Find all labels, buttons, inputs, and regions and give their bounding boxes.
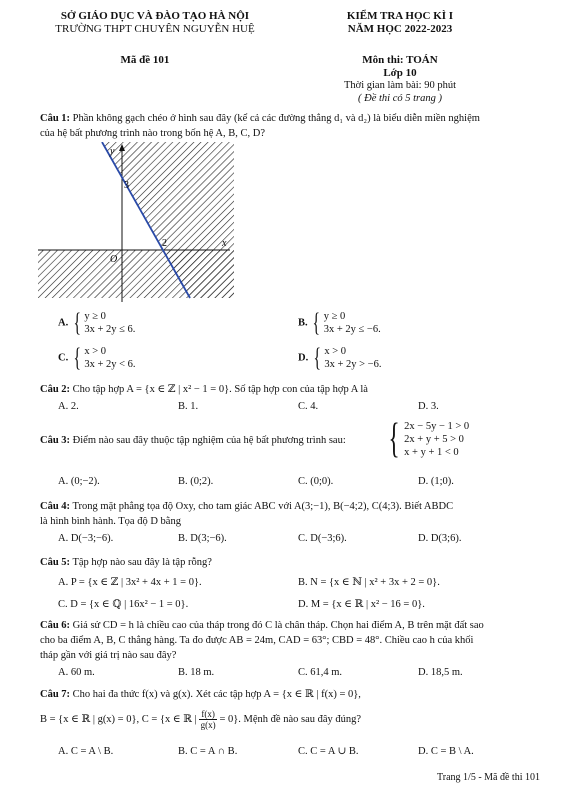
- q5-option-d[interactable]: D. M = {x ∈ ℝ | x² − 16 = 0}.: [298, 599, 425, 610]
- q3-row3: x + y + 1 < 0: [404, 446, 459, 458]
- q1-text-line1: Phần không gạch chéo ở hình sau đây (kể cả các đường thẳng d₁ và d₂) là biểu diễn miền nghiệm: [72, 113, 480, 124]
- q4-text: [40, 500, 545, 514]
- q7-question-line1: Cho hai đa thức f(x) và g(x). Xét các tập hợp A = {x ∈ ℝ | f(x) = 0},: [72, 689, 361, 700]
- q1-d-row1: x > 0: [324, 346, 346, 357]
- school-name: TRƯỜNG THPT CHUYÊN NGUYỄN HUỆ: [55, 23, 255, 35]
- q1-c-row2: 3x + 2y < 6: [84, 359, 133, 370]
- exam-time: Thời gian làm bài: 90 phút: [344, 80, 456, 91]
- q4-option-d[interactable]: D. D(3;6).: [418, 533, 462, 544]
- q7-text-part2: = 0}. Mệnh đề nào sau đây đúng?: [219, 713, 362, 725]
- exam-subject: Môn thi: TOÁN: [362, 54, 438, 66]
- q7-fraction: [199, 709, 217, 730]
- exam-title: KIỂM TRA HỌC KÌ I: [346, 10, 454, 22]
- q1-b-row2: 3x + 2y ≤ −6: [323, 324, 379, 335]
- q6-text: [40, 619, 545, 633]
- q7-option-a[interactable]: A. C = A \ B.: [58, 746, 114, 757]
- q3-option-c[interactable]: C. (0;0).: [298, 476, 334, 487]
- q2-question: Cho tập hợp A = {x ∈ ℤ | x² − 1 = 0}. Số tập hợp con của tập hợp A là: [72, 384, 368, 395]
- q7-question-line2: [40, 709, 545, 730]
- q3-option-b[interactable]: B. (0;2).: [178, 476, 214, 487]
- q4-label: Câu 4:: [40, 501, 71, 512]
- dept-name: SỞ GIÁO DỤC VÀ ĐÀO TẠO HÀ NỘI: [60, 10, 250, 22]
- q1-option-b[interactable]: B. { y ≥ 0 3x + 2y ≤ −6.: [298, 308, 381, 337]
- q2-option-a[interactable]: A. 2.: [58, 401, 79, 412]
- q4-question-line1: Trong mặt phẳng tọa độ Oxy, cho tam giác ABC với A(3;−1), B(−4;2), C(4;3). Biết ABDC: [72, 501, 454, 512]
- q3-option-a[interactable]: A. (0;−2).: [58, 476, 100, 487]
- q6-option-a[interactable]: A. 60 m.: [58, 667, 95, 678]
- q1-text: [40, 112, 545, 126]
- q1-a-row2: 3x + 2y ≤ 6: [84, 324, 133, 335]
- q4-option-a[interactable]: A. D(−3;−6).: [58, 533, 114, 544]
- q3-system: { 2x − 5y − 1 > 0 2x + y + 5 > 0 x + y + 1 < 0: [388, 416, 470, 462]
- q7-option-c[interactable]: C. C = A ∪ B.: [298, 746, 359, 757]
- q3-option-d[interactable]: D. (1;0).: [418, 476, 454, 487]
- q2-option-b[interactable]: B. 1.: [178, 401, 199, 412]
- q7-text-part1: B = {x ∈ ℝ | g(x) = 0}, C = {x ∈ ℝ |: [40, 713, 197, 725]
- q1-origin-label: O: [110, 254, 118, 265]
- q6-question-line1: Giả sử CD = h là chiều cao của tháp trong đó C là chân tháp. Chọn hai điểm A, B trên mặt đất sao: [72, 620, 484, 631]
- q2-text: [40, 383, 545, 397]
- exam-grade: Lớp 10: [383, 67, 417, 79]
- q5-text: [40, 556, 545, 570]
- exam-code: Mã đề 101: [120, 54, 170, 66]
- q1-c-row1: x > 0: [84, 346, 106, 357]
- q1-label: Câu 1:: [40, 113, 71, 124]
- q6-question-line3: tháp gần với giá trị nào sau đây?: [40, 650, 177, 661]
- q6-question-line2: cho ba điểm A, B, C thẳng hàng. Ta đo được AB = 24m, CAD = 63°; CBD = 48°. Chiều cao h của khối: [40, 635, 474, 646]
- q5-option-a[interactable]: A. P = {x ∈ ℤ | 3x² + 4x + 1 = 0}.: [58, 577, 202, 588]
- q5-question: Tập hợp nào sau đây là tập rỗng?: [72, 557, 212, 568]
- exam-pages: ( Đề thi có 5 trang ): [358, 93, 442, 104]
- q4-option-b[interactable]: B. D(3;−6).: [178, 533, 227, 544]
- q1-tick-2: 2: [162, 238, 167, 249]
- q4-question-line2: là hình bình hành. Tọa độ D bằng: [40, 516, 181, 527]
- q6-option-b[interactable]: B. 18 m.: [178, 667, 215, 678]
- q1-tick-3: 3: [124, 180, 129, 191]
- q7-option-b[interactable]: B. C = A ∩ B.: [178, 746, 238, 757]
- page-footer: Trang 1/5 - Mã đề thi 101: [437, 772, 540, 783]
- q1-option-d-label: D.: [298, 352, 309, 364]
- q7-text: [40, 688, 545, 702]
- q5-label: Câu 5:: [40, 557, 71, 568]
- q1-a-row1: y ≥ 0: [84, 311, 106, 322]
- q1-option-b-label: B.: [298, 317, 308, 329]
- q3-text: [40, 434, 545, 448]
- q6-option-c[interactable]: C. 61,4 m.: [298, 667, 343, 678]
- q1-text-line2: của hệ bất phương trình nào trong bốn hệ A, B, C, D?: [40, 128, 265, 139]
- q6-option-d[interactable]: D. 18,5 m.: [418, 667, 463, 678]
- q3-row1: 2x − 5y − 1 > 0: [404, 420, 470, 432]
- q3-question: Điểm nào sau đây thuộc tập nghiệm của hệ bất phương trình sau:: [72, 435, 346, 446]
- q1-x-label: x: [222, 238, 227, 249]
- q7-label: Câu 7:: [40, 689, 71, 700]
- q7-fraction-num: f(x): [201, 709, 215, 719]
- q1-option-a[interactable]: A. { y ≥ 0 3x + 2y ≤ 6.: [58, 308, 136, 337]
- q2-option-d[interactable]: D. 3.: [418, 401, 439, 412]
- q2-option-c[interactable]: C. 4.: [298, 401, 319, 412]
- q1-graph: [38, 142, 238, 302]
- q3-label: Câu 3:: [40, 435, 71, 446]
- q1-option-a-label: A.: [58, 317, 69, 329]
- q2-label: Câu 2:: [40, 384, 71, 395]
- q7-fraction-den: g(x): [200, 720, 216, 730]
- q5-option-c[interactable]: C. D = {x ∈ ℚ | 16x² − 1 = 0}.: [58, 599, 189, 610]
- q5-option-b[interactable]: B. N = {x ∈ ℕ | x² + 3x + 2 = 0}.: [298, 577, 440, 588]
- exam-year: NĂM HỌC 2022-2023: [347, 23, 453, 35]
- q4-option-c[interactable]: C. D(−3;6).: [298, 533, 347, 544]
- q1-option-d[interactable]: D. { x > 0 3x + 2y > −6.: [298, 343, 382, 372]
- q6-label: Câu 6:: [40, 620, 71, 631]
- q1-y-label: y: [110, 146, 115, 157]
- q3-row2: 2x + y + 5 > 0: [404, 433, 464, 445]
- q1-option-c-label: C.: [58, 352, 69, 364]
- q1-b-row1: y ≥ 0: [323, 311, 346, 322]
- q1-option-c[interactable]: C. { x > 0 3x + 2y < 6.: [58, 343, 136, 372]
- q1-d-row2: 3x + 2y > −6: [324, 359, 379, 370]
- q7-option-d[interactable]: D. C = B \ A.: [418, 746, 474, 757]
